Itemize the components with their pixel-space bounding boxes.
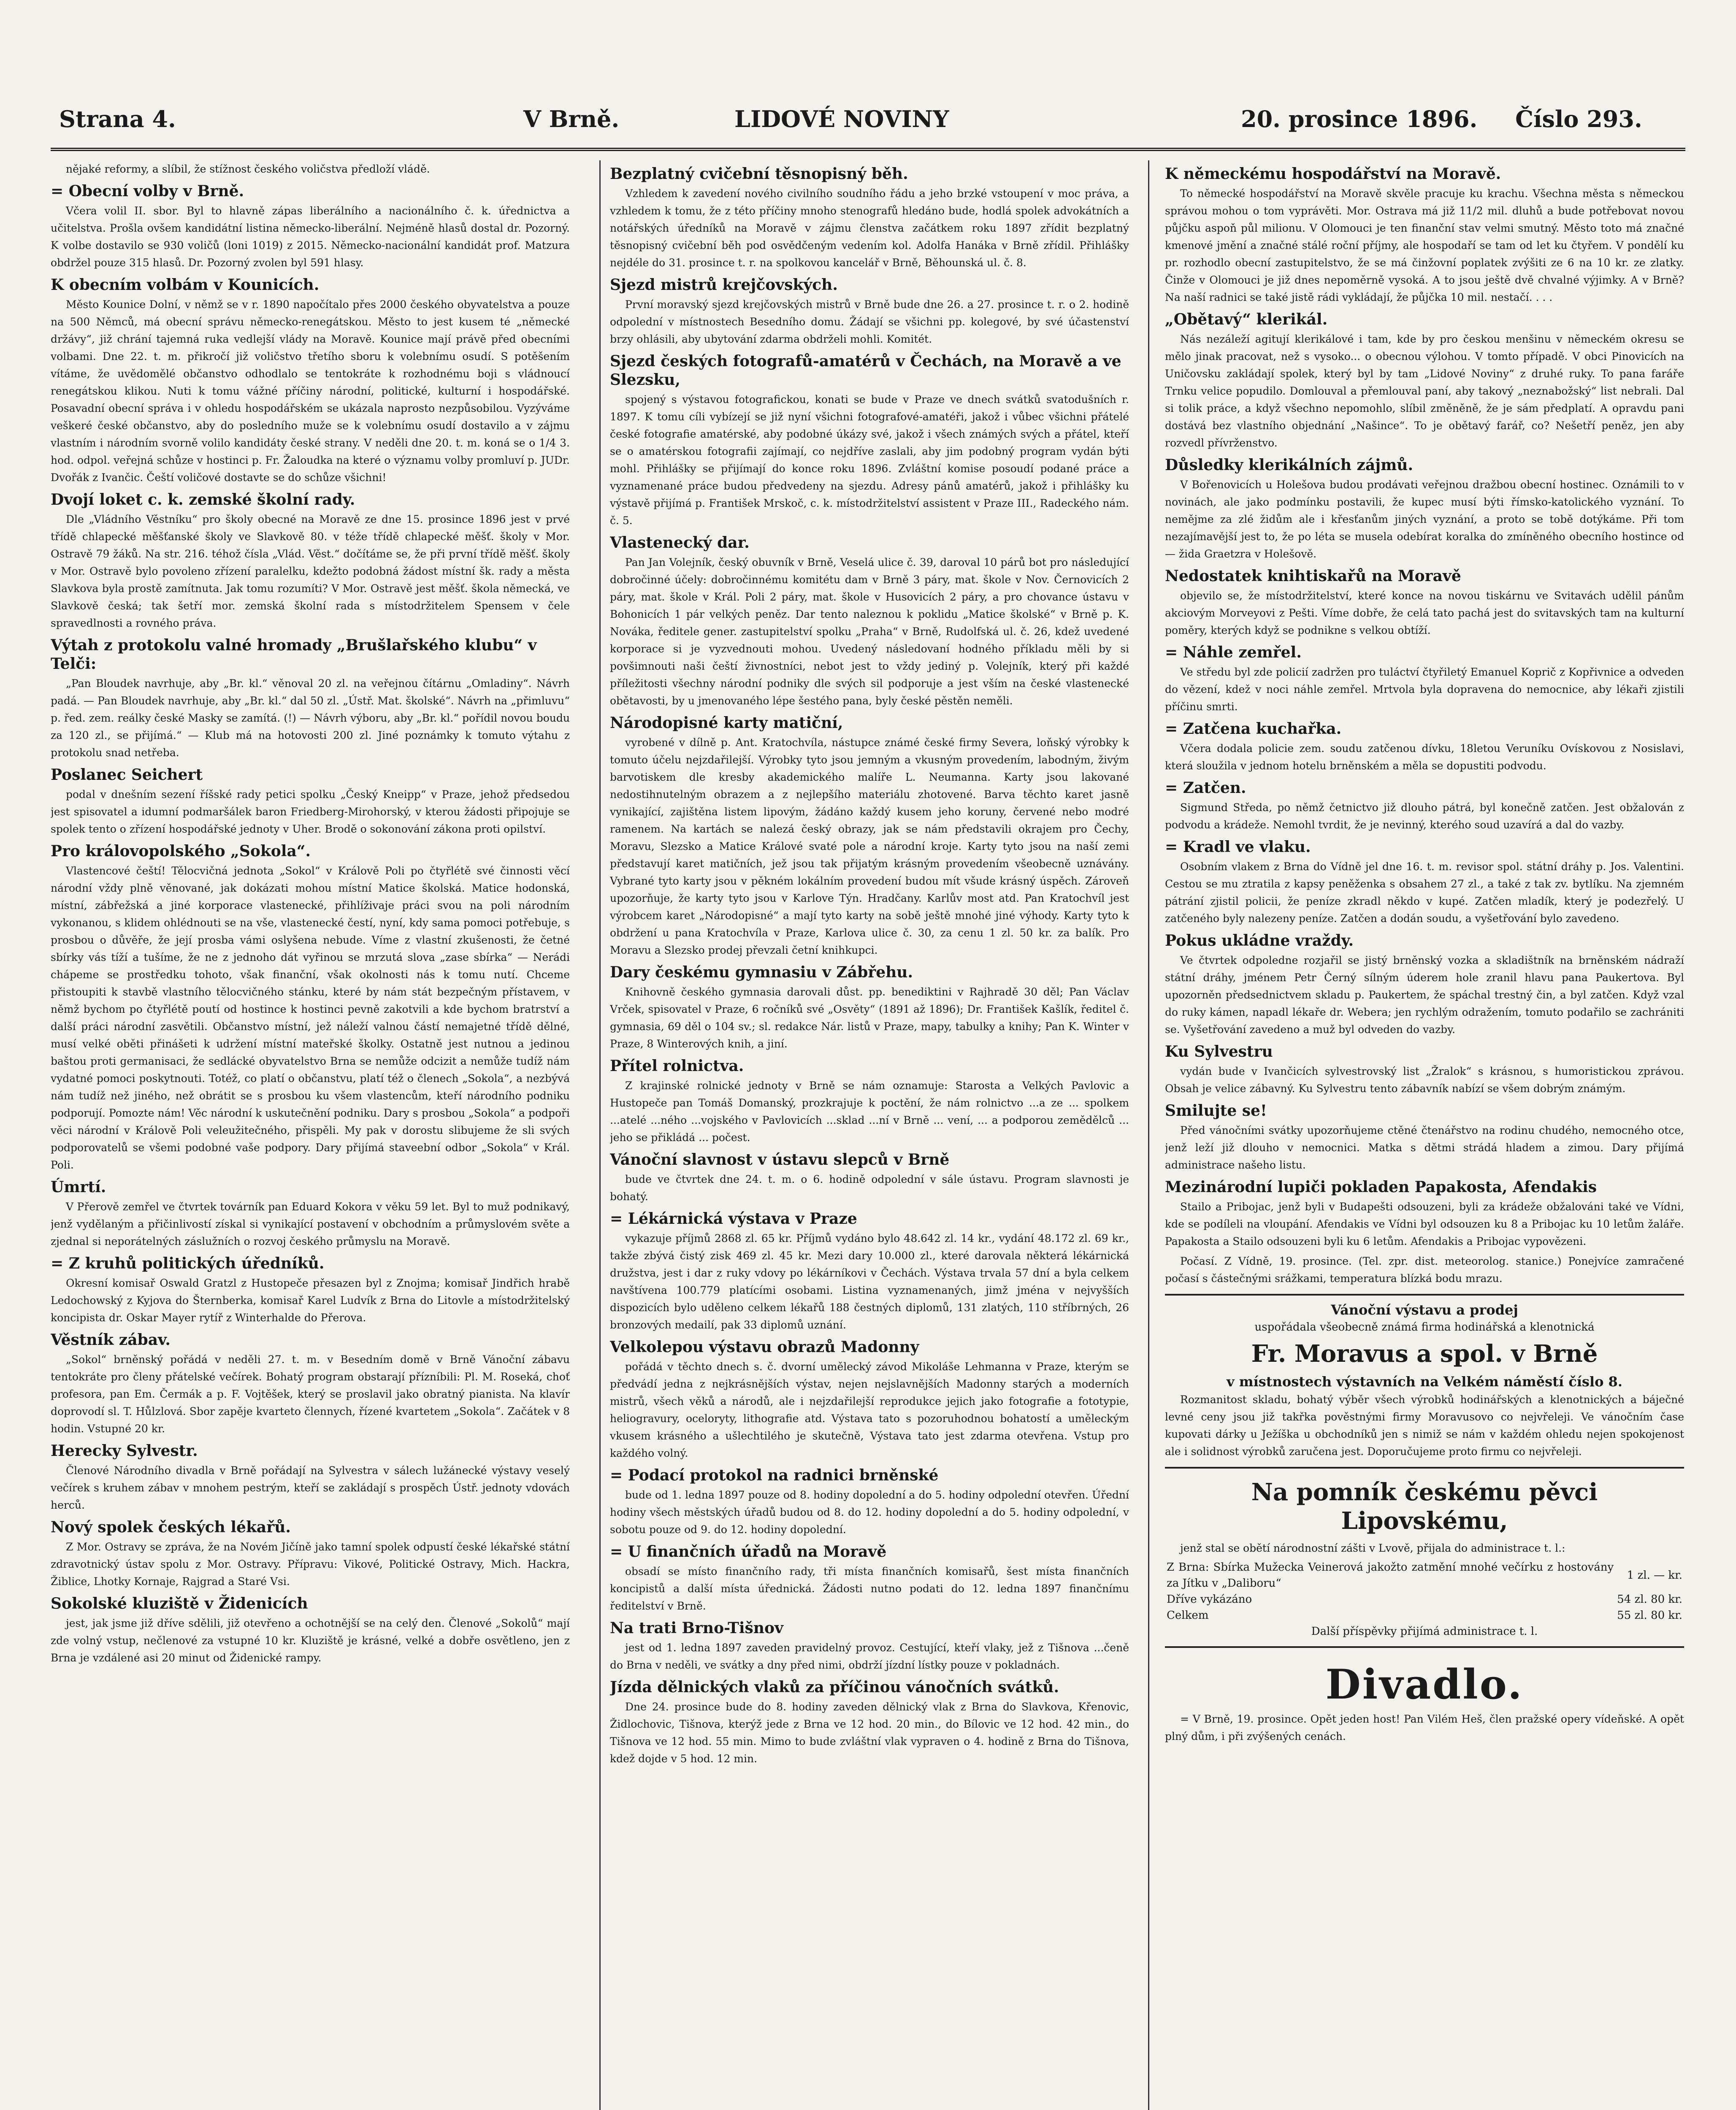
- article-headline: Pro královopolského „Sokola“.: [51, 842, 311, 860]
- donation-description: Z Brna: Sbírka Mužecka Veinerová jakožto zatmění mnohé večírku z hostovány za Jítku v „Daliboru“: [1167, 1561, 1614, 1590]
- article-paragraph: spojený s výstavou fotografickou, konati se bude v Praze ve dnech svátků svatodušních r. 1897. K tomu cíli vybízejí se již nyní všichni fotografové-amatéři, jakož i vůbec všichni přátelé české fotografie amatérské, aby podobné úkázy své, jakož i všech známých svých a přátel, kteří se o amatérskou fotografii zajímají, co nejdříve zaslali, aby jim podobný program vydán býti mohl. Přihlášky se přijímají do konce roku 1896. Zvláštní komise posoudí podané práce a vyznamenané práce budou předvedeny na sjezdu. Adresy pánů amatérů, jakož i přihlášky ku výstavě přijímá p. František Mrskoč, c. k. místodržitelství assistent v Praze III., Radeckého nám. č. 5.: [610, 393, 1129, 527]
- ad-location: v místnostech výstavních na Velkém náměstí číslo 8.: [1227, 1374, 1622, 1390]
- table-row: [1165, 1559, 1684, 1591]
- article-headline: Dary českému gymnasiu v Zábřehu.: [610, 963, 913, 981]
- ad-title-suffix: uspořádala všeobecně známá firma hodinářská a klenotnická: [1254, 1321, 1595, 1334]
- article-headline: K německému hospodářství na Moravě.: [1165, 165, 1501, 183]
- article-headline: Smilujte se!: [1165, 1102, 1267, 1120]
- article-headline: Na trati Brno-Tišnov: [610, 1619, 783, 1637]
- article-paragraph: Před vánočními svátky upozorňujeme ctěné čtenářstvo na rodinu chudého, nemocného otce, jenž leží již dlouho v nemocnici. Matka s dětmi strádá hladem a zimou. Dary přijímá administrace našeho listu.: [1165, 1124, 1684, 1171]
- article-headline: = Lékárnická výstava v Praze: [610, 1210, 857, 1228]
- theatre-heading: Divadlo.: [1325, 1661, 1524, 1708]
- table-row: [1165, 1607, 1684, 1623]
- column-1: [51, 160, 570, 2110]
- article-paragraph: Okresní komisař Oswald Gratzl z Hustopeče přesazen byl z Znojma; komisař Jindřich hrabě Ledochowský z Kyjova do Šternberka, komisař Karel Ludvík z Brna do Litovle a místodržitelský koncipista dr. Oskar Mayer rytíř z Winterhalde do Přerova.: [51, 1277, 570, 1324]
- article-paragraph: „Pan Bloudek navrhuje, aby „Br. kl.“ věnoval 20 zl. na veřejnou čítárnu „Omladiny“. Návrh padá. — Pan Bloudek navrhuje, aby „Br. kl.“ dal 50 zl. „Ústř. Mat. školské“. Návrh na „přimluvu“ p. řed. zem. reálky české Masky se zamítá. (!) — Návrh výboru, aby „Br. kl.“ pořídil novou boudu za 120 zl., se přijímá.“ — Klub má na hotovosti 200 zl. Jiné poznámky k tomuto výtahu z protokolu snad netřeba.: [51, 677, 570, 759]
- article-paragraph: Z krajinské rolnické jednoty v Brně se nám oznamuje: Starosta a Velkých Pavlovic a Hustopeče pan Tomáš Domanský, prozkrajuje k poctění, že nám rolnictvo ...a ze ... spolkem ...atelé ...ného ...vojského v Pavlovicích ...sklad ...ní v Brně ... vení, ... a podporou zemědělců ... jeho se přikládá ... počest.: [610, 1079, 1129, 1144]
- article-headline: K obecním volbám v Kounicích.: [51, 276, 320, 294]
- article-paragraph: bude od 1. ledna 1897 pouze od 8. hodiny dopolední a do 5. hodiny odpolední otevřen. Úřední hodiny všech městských úřadů budou od 8. do 12. hodiny dopolední a do 5. hodiny odpolední, v sobotu pouze od 9. do 12. hodiny dopolední.: [610, 1489, 1129, 1536]
- article-paragraph: V Bořenovicích u Holešova budou prodávati veřejnou dražbou obecní hostinec. Oznámili to v novinách, ale jako podmínku postavili, že kupec musí býti římsko-katolického vyznání. To nemějme za zlé židům ale i křesťanům jiných vyznání, a proto se tobě dotýkáme. Při tom nezajímavější jest to, že po léta se musela odebírat koralka do zmíněného obecního hostince od — žida Graetzra v Holešově.: [1165, 479, 1684, 560]
- article-paragraph: objevilo se, že místodržitelství, které konce na novou tiskárnu ve Svitavách udělil pánům akciovým Morveyovi z Pešti. Víme dobře, že celá tato pachá jest do svitavských tam na kulturní poměry, kterých když se podnikne s velkou obtíží.: [1165, 590, 1684, 636]
- article-paragraph: Město Kounice Dolní, v němž se v r. 1890 napočítalo přes 2000 českého obyvatelstva a pouze na 500 Němců, má obecní správu německo-renegátskou. Město to jest kusem té „německé držávy“, již chrání tajemná ruka vedlejší vlády na Moravě. Kounice mají právě před obecními volbami. Dne 22. t. m. přikročí již voličstvo třetího sboru k volebnímu osudí. S potěšením vítáme, že uvědomělé občanstvo odhodlalo se tentokráte k rozhodnému boji s vládnoucí renegátskou klikou. Nuti k tomu vážné příčiny národní, politické, kulturní i hospodářské. Posavadní obecní správa i v ohledu hospodářském se ukázala naprosto nezpůsobilou. Vyzýváme veškeré české občanstvo, aby do posledního muže se k volebnímu osudí dostavilo a v zájmu vlastním i národním svorně volilo kandidáty české strany. V neděli dne 20. t. m. koná se o 1/4 3. hod. odpol. veřejná schůze v hostinci p. Fr. Žaloudka na které o významu volby promluví p. JUDr. Dvořák z Ivančic. Čeští voličové dostavte se do schůze všichni!: [51, 298, 570, 484]
- table-row: [1165, 1591, 1684, 1607]
- article-headline: Důsledky klerikálních zájmů.: [1165, 456, 1413, 474]
- page-number: Strana 4.: [59, 106, 176, 133]
- article-paragraph: Počasí. Z Vídně, 19. prosince. (Tel. zpr. dist. meteorolog. stanice.) Ponejvíce zamračené počasí s částečnými srážkami, temperatura blízká bodu mrazu.: [1165, 1255, 1684, 1285]
- column-2: [610, 160, 1129, 2110]
- ad-title: Na pomník českému pěvci Lipovskému,: [1251, 1478, 1598, 1535]
- article-paragraph: podal v dnešním sezení říšské rady petici spolku „Český Kneipp“ v Praze, jehož předsedou jest spisovatel a idumní podmaršálek baron Friedberg-Mirohorský, v kterou žádosti připojuje se spolek tento o zřízení hospodářské jednoty v Uher. Brodě o sokonování zákona proti opilství.: [51, 788, 570, 835]
- article-paragraph: To německé hospodářství na Moravě skvěle pracuje ku krachu. Všechna města s německou správou mohou o tom vyprávěti. Mor. Ostrava má již 11/2 mil. dluhů a bude potřebovat novou půjčku aspoň půl milionu. V Olomouci je ten finanční stav velmi smutný. Město toto má značné kmenové jmění a značné stálé roční příjmy, ale hospodaří se tam od let ku čtyřem. V pondělí ku pr. rozhodlo obecní zastupitelstvo, že se má činžovní poplatek zvýšiti ze 6 na 10 kr. ze zlatky. Činže v Olomouci je již dnes nepoměrně vysoká. A to jsou ještě dvě chvalné výjimky. A v Brně? Na naší radnici se také jistě rádi vykládají, že půjčka 10 mil. nestačí. . . .: [1165, 187, 1684, 303]
- ad-body: Rozmanitost skladu, bohatý výběr všech výrobků hodinářských a klenotnických a báječné levné ceny jsou již takřka pověstnými firmy Moravusovo co nejvřeleji. Ve vánočním čase kupovati dárky u Ježíška u obchodníků jen s nimiž se nám v každém ohledu nejen spokojenost ale i solidnost výrobků zaručena jest. Doporučujeme proto firmu co nejvřeleji.: [1165, 1393, 1684, 1458]
- article-headline: Mezinárodní lupiči pokladen Papakosta, Afendakis: [1165, 1178, 1597, 1196]
- article-headline: = U finančních úřadů na Moravě: [610, 1543, 887, 1561]
- donation-description: Celkem: [1167, 1609, 1209, 1622]
- donation-amount: 55 zl. 80 kr.: [1617, 1609, 1682, 1622]
- article-paragraph: Sigmund Středa, po němž četnictvo již dlouho pátrá, byl konečně zatčen. Jest obžalován z podvodu a krádeže. Nemohl tvrdit, že je nevinný, kterého soud uzavírá a dal do vazby.: [1165, 801, 1684, 831]
- article-headline: Věstník zábav.: [51, 1331, 171, 1349]
- article-headline: Bezplatný cvičební těsnopisný běh.: [610, 165, 908, 183]
- article-headline: Herecky Sylvestr.: [51, 1442, 198, 1460]
- city-dateline: V Brně.: [523, 106, 620, 133]
- article-headline: Sjezd českých fotografů-amatérů v Čechách, na Moravě a ve Slezsku,: [610, 352, 1121, 389]
- issue-number: Číslo 293.: [1515, 106, 1642, 133]
- article-paragraph: jest od 1. ledna 1897 zaveden pravidelný provoz. Cestující, kteří vlaky, jež z Tišnova ...čeně do Brna v neděli, ve svátky a dny před nimi, obdrží jízdní lístky pouze v pokladnách.: [610, 1642, 1129, 1671]
- article-paragraph: vykazuje příjmů 2868 zl. 65 kr. Příjmů vydáno bylo 48.642 zl. 14 kr., vydání 48.172 zl. 69 kr., takže zbývá čistý zisk 469 zl. 45 kr. Mezi dary 10.000 zl., které darovala některá lékárnická družstva, jest i dar z ruky vdovy po lékárníkovi v Čechách. Výstava trvala 57 dní a byla celkem navštívena 100.779 platícími osobami. Listina vyznamenaných, jimž jména v nejvyšších dispozicích bylo uděleno celkem lékařů 188 čestných diplomů, 131 zlatých, 110 stříbrných, 26 bronzových medailí, pak 33 diplomů uznání.: [610, 1232, 1129, 1331]
- article-headline: Nový spolek českých lékařů.: [51, 1518, 291, 1536]
- article-headline: = Podací protokol na radnici brněnské: [610, 1466, 939, 1484]
- article-headline: Přítel rolnictva.: [610, 1057, 744, 1075]
- article-paragraph: Včera dodala policie zem. soudu zatčenou dívku, 18letou Veruníku Ovískovou z Nosislavi, která sloužila v jednom hotelu brněnském a měla se dopustiti podvodu.: [1165, 742, 1684, 772]
- article-paragraph: Ve čtvrtek odpoledne rozjařil se jistý brněnský vozka a skladištník na brněnském nádraží státní dráhy, jménem Petr Černý sílným úderem hole zranil hlavu pana Paukertova. Byl upozorněn předsednictvem skladu p. Paukertem, že spáchal trestný čin, a byl zatčen. Když vzal do ruky kámen, napadl lékaře dr. Webera; jen rychlým odražením, tomuto podařilo se zachrániti se. Vyšetřování zavedeno a muž byl odveden do vazby.: [1165, 954, 1684, 1036]
- donation-description: Dříve vykázáno: [1167, 1593, 1252, 1606]
- article-headline: Ku Sylvestru: [1165, 1043, 1273, 1060]
- article-paragraph: jest, jak jsme již dříve sdělili, již otevřeno a ochotnější se na celý den. Členové „Sokolů“ mají zde volný vstup, nečlenové za vstupné 10 kr. Kluziště je krásné, velké a dobře osvětleno, jen z Brna je vzdálené asi 20 minut od Židenické rampy.: [51, 1617, 570, 1664]
- article-paragraph: Vzhledem k zavedení nového civilního soudního řádu a jeho brzké vstoupení v moc práva, a vzhledem k tomu, že z této příčiny mnoho stenografů hledáno bude, hodlá spolek advokátních a notářských úředníků na Moravě v zájmu členstva začátkem roku 1897 zřídit bezplatný těsnopisný cvičební běh pod osvědčeným vedením kol. Adolfa Hanáka v Brně zřídil. Přihlášky nejdéle do 31. prosince t. r. na spolkovou kancelář v Brně, Běhounská ul. č. 8.: [610, 187, 1129, 269]
- article-headline: = Kradl ve vlaku.: [1165, 838, 1311, 856]
- article-paragraph: Stailo a Pribojac, jenž byli v Budapešti odsouzeni, byli za krádeže obžalováni také ve Vídni, kde se podíleli na vloupání. Afendakis ve Vídni byl odsouzen ku 8 a Pribojac ku 10 letům žaláře. Papakosta a Stailo odsouzeni byli ku 6 letům. Afendakis a Pribojac vypovězeni.: [1165, 1201, 1684, 1247]
- column-divider: [1148, 160, 1149, 2110]
- ad-footer: Další příspěvky přijímá administrace t. l.: [1311, 1625, 1538, 1638]
- article-paragraph: V Přerově zemřel ve čtvrtek továrník pan Eduard Kokora v věku 59 let. Byl to muž podnikavý, jenž vydělaným a přičinlivostí získal si vynikající postavení v obchodním a průmyslovém světe a zjednal si neporátelných záslužních o rozvoj českého průmyslu na Moravě.: [51, 1201, 570, 1247]
- article-headline: = Z kruhů politických úředníků.: [51, 1255, 325, 1272]
- ad-title: Vánoční výstavu a prodej: [1331, 1302, 1518, 1318]
- article-headline: Výtah z protokolu valné hromady „Brušlařského klubu“ v Telči:: [51, 636, 537, 673]
- column-3: [1165, 160, 1684, 2110]
- article-headline: Nedostatek knihtiskařů na Moravě: [1165, 567, 1461, 585]
- article-headline: Velkolepou výstavu obrazů Madonny: [610, 1338, 919, 1356]
- article-headline: Sjezd mistrů krejčovských.: [610, 276, 838, 294]
- article-paragraph: Ve středu byl zde policií zadržen pro tuláctví čtyřiletý Emanuel Koprič z Kopřivnice a odveden do vězení, kdež v noci náhle zemřel. Mrtvola byla dopravena do nemocnice, aby lékaři zjistili příčinu smrti.: [1165, 666, 1684, 713]
- advertisement-monument-fund: [1165, 1467, 1684, 1639]
- newspaper-title: LIDOVÉ NOVINY: [734, 106, 949, 133]
- article-headline: Sokolské kluziště v Židenicích: [51, 1595, 308, 1612]
- article-headline: Pokus ukládne vraždy.: [1165, 932, 1354, 950]
- theatre-body: = V Brně, 19. prosince. Opět jeden host! Pan Vilém Heš, člen pražské opery vídeňské. A opět plný dům, i při zvýšených cenách.: [1165, 1713, 1684, 1742]
- newspaper-page: [51, 89, 1685, 2110]
- article-paragraph: První moravský sjezd krejčovských mistrů v Brně bude dne 26. a 27. prosince t. r. o 2. hodině odpolední v místnostech Besedního domu. Žádají se všichni pp. kolegové, by své účastenství brzy ohlásili, aby ubytování zdarma obdrželi mohli. Komitét.: [610, 298, 1129, 345]
- article-headline: = Zatčen.: [1165, 779, 1246, 797]
- article-paragraph: Nás nezáleží agitují klerikálové i tam, kde by pro českou menšinu v německém okresu se mělo jinak pracovat, než s vysoko... o obecnou výlohou. V tomto případě. V obci Pinovicích na Uničovsku zakládají spolek, který byl by tam „Lidové Noviny“ z druhé ruky. To pana faráře Trnku velice popudilo. Domlouval a přemlouval paní, aby takový „neznabožský“ list nebrali. Dal si tolik práce, a když všechno nepomohlo, slíbil změněně, že je sám předplatí. A opravdu pani dostává bez vlastního objednání „Našince“. To je obětavý farář, co? Nešetří peněz, jen aby rozvedl přívrženstvo.: [1165, 333, 1684, 449]
- article-paragraph: vyrobené v dílně p. Ant. Kratochvíla, nástupce známé české firmy Severa, loňský výrobky k tomuto účelu nejzdařilejší. Výrobky tyto jsou jemným a vkusným provedením, labodným, živým barvotiskem dle kresby akademického malíře L. Neumanna. Karty jsou lakované nedostihnutelným obrazem a z nejlepšího materiálu zhotovené. Barva těchto karet jasně vynikající, zajištěna listem lipovým, žádáno každý kusem jeho koruny, červené nebo modré ramenem. Na kartách se nalezá český obrazy, jak se nám představili okrajem pro Čechy, Moravu, Slezsko a Matice Králové svaté pole a národní kroje. Karty tyto jsou na naší zemi představují karet matičních, jež jsou tak přijatým krásným provedením všeobecně uznávány. Vybrané tyto karty jsou v pěkném lokálním provedení budou mít všude krásný úspěch. Zároveň upozorňuje, že karty tyto jsou v Karlove Týn. Hradčany. Karlův most atd. Pan Kratochvíl jest výrobcem karet „Národopisné“ a mají tyto karty na sobě ještě mnohé jiné výhody. Karty tyto k obdržení u pana Kratochvíla v Praze, Karlova ulice č. 30, za cenu 1 zl. 50 kr. za balík. Pro Moravu a Slezsko prodej převzali četní knihkupci.: [610, 736, 1129, 956]
- article-headline: Úmrtí.: [51, 1178, 106, 1196]
- ad-firm-name: Fr. Moravus a spol. v Brně: [1251, 1340, 1598, 1368]
- article-paragraph: Pan Jan Volejník, český obuvník v Brně, Veselá ulice č. 39, daroval 10 párů bot pro následující dobročinné účely: dobročinnému komitétu dam v Brně 3 páry, mat. škole v Nov. Černovicích 2 páry, mat. škole v Král. Poli 2 páry, mat. škole v Husovicích 2 páry, a pro chovance ústavu v Bohonicích 1 pár velkých peněz. Dar tento naleznou k poklidu „Matice školské“ v Brně p. K. Nováka, ředitele gener. zastupitelství spolku „Praha“ v Brně, Rudolfská ul. č. 26, kdež uvedené korporace si je vyzvednouti mohou. Uvedený následovaní hodného příkladu měli by si povšimnouti naši čeští živnostníci, nebot jest to vždy jediný p. Volejník, který při každé příležitosti všechny národní podniky dle svých sil podporuje a jest vším na české vlastenecké obětavosti, by u jmenovaného lépe šestého pana, byly české pěstěn neměli.: [610, 556, 1129, 707]
- donation-amount: 54 zl. 80 kr.: [1617, 1593, 1682, 1606]
- article-headline: = Zatčena kuchařka.: [1165, 720, 1342, 738]
- article-paragraph: Osobním vlakem z Brna do Vídně jel dne 16. t. m. revisor spol. státní dráhy p. Jos. Valentini. Cestou se mu ztratila z kapsy peněženka s obsahem 27 zl., a také z tak zv. bytlíku. Na zjemném pátrání zjistil policii, že peníze zkradl někdo v kupé. Zatčen mladík, který je podezřelý. U zatčeného byly nalezeny peníze. Zatčen a dodán soudu, a vyšetřování bylo zavedeno.: [1165, 860, 1684, 925]
- article-headline: = Obecní volby v Brně.: [51, 182, 244, 200]
- article-paragraph: Členové Národního divadla v Brně pořádají na Sylvestra v sálech lužánecké výstavy veselý večírek s kruhem zábav v mnohem pestrým, kteří se zakládají s prospěch Ústř. jednoty vdovách herců.: [51, 1464, 570, 1511]
- article-paragraph: bude ve čtvrtek dne 24. t. m. o 6. hodině odpolední v sále ústavu. Program slavnosti je bohatý.: [610, 1173, 1129, 1203]
- theatre-section: [1165, 1646, 1684, 1745]
- advertisement-christmas-exhibition: [1165, 1294, 1684, 1460]
- article-headline: Jízda dělnických vlaků za příčinou vánočních svátků.: [610, 1678, 1059, 1696]
- article-headline: Vlastenecký dar.: [610, 534, 750, 552]
- issue-date: 20. prosince 1896.: [1241, 106, 1478, 133]
- article-headline: Poslanec Seichert: [51, 766, 203, 784]
- masthead: [51, 89, 1685, 151]
- article-paragraph: Knihovně českého gymnasia darovali důst. pp. benediktini v Rajhradě 30 děl; Pan Václav Vrček, spisovatel v Praze, 6 ročníků své „Osvěty“ (1891 až 1896); Dr. František Kašlík, ředitel č. gymnasia, 69 děl o 104 sv.; sl. redakce Nár. listů v Praze, mapy, tabulky a knihy; Pan K. Winter v Praze, 8 Winterových knih, a jiní.: [610, 986, 1129, 1050]
- article-paragraph: Vlastencové čeští! Tělocvičná jednota „Sokol“ v Králově Poli po čtyřlétě své činnosti věcí národní vždy plně věnované, jak dokázati mohou místní Matice školská. Matice hodonská, místní, zábřežská a jiné korporace vlastenecké, přihlíživaje práci svou na poli národním vykonanou, s klidem ohlédnouti se na vše, vlastenecké čestí, nyní, kdy sama pomoci potřebuje, s prosbou o důvěře, že její prosba vámi oslyšena nebude. Víme z vlastní zkušenosti, že četné sbírky vás tíží a tušíme, že ne z jednoho dát vyřinou se mrzutá slova „zase sbírka“ — Nerádi chápeme se prostředku tohoto, však finanční, však okolnosti nás k tomu nutí. Chceme přistoupiti k stavbě vlastního tělocvičného stánku, které by nám stát bezpečným přístavem, v němž bychom po čtyřlétě poutí od hostince k hostinci pevně zakotvili a kde bychom bratrství a další práci národní zasvětili. Občanstvo místní, jež náleží valnou částí nemajetné třídě dělné, musí velké oběti přinášeti k udržení místní mateřské školky. Ostatně jest nutnou a jedinou baštou proti germanisaci, že sedlácké obyvatelstvo Brna se nemůže odcizit a nemůže tudíž nám vydatné pomoci poskytnouti. Totéž, co platí o občanstvu, platí též o členech „Sokola“, a nezbývá nám tudíž než jiného, než obrátit se s prosbou ku všem vlastencům, kteří národního podniku podporují. Pomozte nám! Věc národní k uskutečnění podniku. Dary s prosbou „Sokola“ a podpoři věci národní v Králově Poli veleužitečného, přispěli. My pak v dorostu slibujeme že sli svých podporovatelů se všemi podobné vaše podpory. Dary přijímá staveební odbor „Sokola“ v Král. Poli.: [51, 865, 570, 1171]
- article-paragraph: Včera volil II. sbor. Byl to hlavně zápas liberálního a nacionálního č. k. úřednictva a učitelstva. Prošla ovšem kandidátní listina německo-liberální. Nejméně hlasů dostal dr. Pozorný. K volbe dostavilo se 930 voličů (loni 1019) z 2015. Německo-nacionální kandidát prof. Matzura obdržel pouze 315 hlasů. Dr. Pozorný zvolen byl 591 hlasy.: [51, 205, 570, 269]
- ad-intro: jenž stal se obětí národnostní zášti v Lvově, přijala do administrace t. l.:: [1180, 1542, 1565, 1554]
- article-paragraph: nějaké reformy, a slíbil, že stížnost českého voličstva předloží vládě.: [66, 163, 430, 175]
- article-paragraph: vydán bude v Ivančicích sylvestrovský list „Žralok“ s krásnou, s humoristickou zprávou. Obsah je velice zábavný. Ku Sylvestru tento zábavník nabízí se všem dobrým známým.: [1165, 1065, 1684, 1095]
- donations-table: [1165, 1559, 1684, 1623]
- article-headline: Národopisné karty matiční,: [610, 714, 843, 732]
- donation-amount: 1 zl. — kr.: [1627, 1569, 1682, 1582]
- article-paragraph: obsadí se místo finančního rady, tři místa finančních komisařů, šest místa finančních koncipistů a další místa úřednická. Žádosti nutno podati do 12. ledna 1897 finančnímu ředitelství v Brně.: [610, 1565, 1129, 1612]
- article-paragraph: „Sokol“ brněnský pořádá v neděli 27. t. m. v Besedním domě v Brně Vánoční zábavu tentokráte pro členy přátelské večírek. Bohatý program obstarají přízníbili: Pl. M. Roseká, choť profesora, pan Em. Čermák a p. F. Vojtěšek, který se proslavil jako obratný pianista. Na klavír doprovodí sl. T. Hůlzlová. Sbor zapěje kvarteto člennych, řízené kvartetem „Sokola“. Začátek v 8 hodin. Vstupné 20 kr.: [51, 1353, 570, 1435]
- column-divider: [599, 160, 601, 2110]
- article-headline: Dvojí loket c. k. zemské školní rady.: [51, 491, 355, 509]
- article-paragraph: Dle „Vládního Věstníku“ pro školy obecné na Moravě ze dne 15. prosince 1896 jest v prvé třídě chlapecké měšťanské školy ve Slavkově 80. v téže třídě chlapecké měšť. školy v Mor. Ostravě 79 žáků. Na str. 216. téhož čísla „Vlád. Věst.“ dočítáme se, že při první třídě měšť. školy v Mor. Ostravě bylo povoleno zřízení paralelku, kdežto podobná žádost místní šk. rady a města Slavkova byla prostě zamítnuta. Jak tomu rozumíti? V Mor. Ostravě jest měšť. škola německá, ve Slavkově česká; tak šetří mor. zemská školní rada s místodržitelem Spensem v čele spravedlnosti a rovného práva.: [51, 513, 570, 629]
- article-paragraph: Z Mor. Ostravy se zpráva, že na Novém Jičíně jako tamní spolek odpustí české lékařské státní zdravotnický ústav spolu z Mor. Ostravy. Přípravu: Vikové, Politické Ostravy, Mich. Hackra, Žiblice, Lhotky Kornaje, Rajgrad a Staré Vsi.: [51, 1541, 570, 1588]
- article-headline: = Náhle zemřel.: [1165, 644, 1302, 661]
- article-paragraph: pořádá v těchto dnech s. č. dvorní umělecký závod Mikoláše Lehmanna v Praze, kterým se předvádí jedna z nejkrásnějších výstav, nejen nejslavnějších Madonny starých a moderních mistrů, všech věků a národů, ale i nejzdařilejší reprodukce jejich jako fotografie a fototypie, heliogravury, oceloryty, lithografie atd. Výstava tato s pozoruhodnou bohatostí a uměleckým vkusem krásného a ušlechtilého je skutečně, Výstava tato jest zdarma otevřena. Vstup pro každého volný.: [610, 1361, 1129, 1459]
- article-headline: Vánoční slavnost v ústavu slepců v Brně: [610, 1151, 950, 1169]
- article-paragraph: Dne 24. prosince bude do 8. hodiny zaveden dělnický vlak z Brna do Slavkova, Křenovic, Židlochovic, Tišnova, kterýž jede z Brna ve 12 hod. 20 min., do Bílovic ve 12 hod. 42 min., do Tišnova ve 12 hod. 55 min. Mimo to bude zvláštní vlak vypraven o 4. hodině z Brna do Tišnova, kdež dojde v 5 hod. 12 min.: [610, 1701, 1129, 1765]
- article-headline: „Obětavý“ klerikál.: [1165, 311, 1328, 328]
